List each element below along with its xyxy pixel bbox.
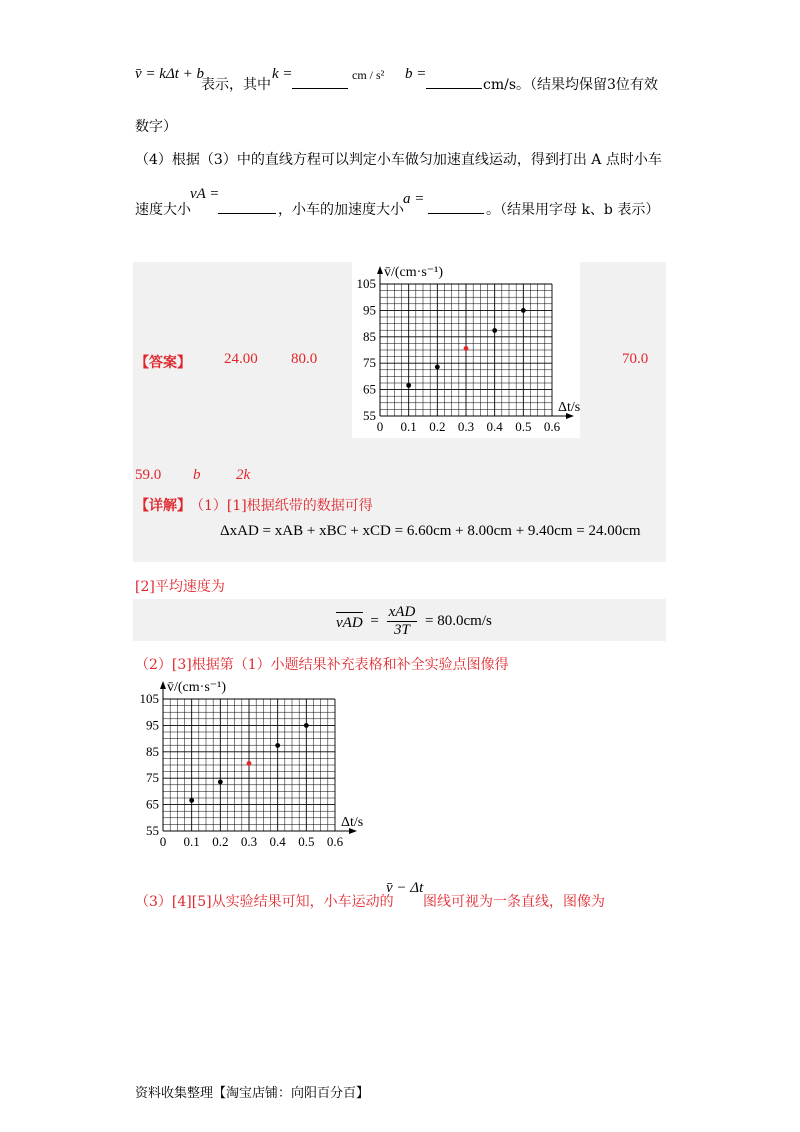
x-axis-label: Δt/s [558, 400, 580, 415]
footer-text: 资料收集整理【淘宝店铺：向阳百分百】 [135, 1086, 370, 1101]
chart-1-svg [352, 262, 580, 438]
b-label: b = [405, 66, 427, 82]
chart-2-box [135, 677, 363, 853]
detail-step-4: （3）[4][5]从实验结果可知，小车运动的 [135, 894, 394, 910]
text-represent: 表示，其中 [201, 77, 271, 93]
detail-step-4-end: 图线可视为一条直线，图像为 [423, 894, 605, 910]
v-delta-t-symbol: v̄ − Δt [386, 880, 424, 896]
answer-value-3: 70.0 [622, 351, 649, 367]
va-label: vA = [190, 186, 220, 202]
answer-value-2: 80.0 [291, 351, 318, 367]
data-point [247, 761, 252, 766]
x-tick-label: 0.1 [183, 834, 200, 849]
chart-1-box [352, 262, 580, 438]
answer-value-5: b [193, 467, 201, 483]
y-tick-label: 95 [363, 302, 376, 318]
y-tick-label: 65 [146, 796, 159, 812]
formula-avg-velocity: vAD = xAD 3T = 80.0cm/s [336, 604, 492, 638]
y-tick-label: 75 [363, 355, 376, 371]
data-point [435, 364, 440, 369]
data-point [492, 328, 497, 333]
x-tick-label: 0.2 [212, 834, 229, 849]
answer-value-1: 24.00 [224, 351, 258, 367]
y-tick-label: 85 [363, 328, 376, 344]
answer-label: 【答案】 [135, 355, 191, 371]
data-point [218, 779, 223, 784]
text-letters: 。（结果用字母 k、b 表示） [486, 202, 660, 218]
y-tick-label: 55 [146, 823, 159, 838]
k-unit: cm / s² [352, 68, 385, 82]
data-point [464, 346, 469, 351]
fraction-denominator: 3T [394, 622, 410, 638]
detail-step-3: （2）[3]根据第（1）小题结果补充表格和补全实验点图像得 [135, 657, 509, 673]
answer-value-4: 59.0 [135, 467, 162, 483]
detail-step-2: [2]平均速度为 [135, 579, 225, 595]
b-unit-text: cm/s。（结果均保留3位有效 [483, 77, 658, 93]
y-tick-label: 105 [139, 691, 159, 706]
x-tick-label: 0.1 [400, 419, 417, 434]
chart-2-svg [135, 677, 363, 853]
x-axis-label: Δt/s [341, 815, 363, 830]
x-tick-label: 0.3 [457, 419, 475, 434]
y-tick-label: 95 [146, 717, 159, 733]
x-tick-label: 0 [376, 419, 384, 434]
y-axis-arrow [377, 266, 383, 274]
y-tick-label: 105 [356, 276, 376, 291]
y-tick-label: 65 [363, 381, 376, 397]
answer-value-6: 2k [236, 467, 251, 483]
y-tick-label: 85 [146, 743, 159, 759]
data-point [406, 383, 411, 388]
question-4-text: （4）根据（3）中的直线方程可以判定小车做匀加速直线运动，得到打出 A 点时小车 [135, 152, 662, 168]
x-tick-label: 0.2 [429, 419, 446, 434]
x-tick-label: 0.5 [515, 419, 532, 434]
x-tick-label: 0.6 [326, 834, 344, 849]
y-tick-label: 55 [363, 408, 376, 423]
x-tick-label: 0.6 [543, 419, 561, 434]
detail-step-1: （1）[1]根据纸带的数据可得 [190, 498, 373, 514]
fraction-numerator: xAD [388, 604, 416, 620]
data-point [189, 798, 194, 803]
b-answer-blank[interactable] [426, 74, 482, 89]
y-tick-label: 75 [146, 770, 159, 786]
data-point [275, 743, 280, 748]
x-tick-label: 0.4 [269, 834, 286, 849]
y-axis-label: v̄/(cm·s⁻¹) [167, 680, 227, 695]
x-tick-label: 0 [159, 834, 167, 849]
va-answer-blank[interactable] [218, 199, 276, 214]
a-answer-blank[interactable] [428, 199, 484, 214]
vad-symbol: vAD [336, 612, 363, 632]
text-accel: ，小车的加速度大小 [278, 202, 404, 218]
x-tick-label: 0.5 [298, 834, 315, 849]
k-label: k = [272, 66, 293, 82]
formula-delta-x: ΔxAD = xAB + xBC + xCD = 6.60cm + 8.00cm + 9.40cm = 24.00cm [220, 523, 641, 539]
data-point [521, 308, 526, 313]
velocity-formula: v̄ = kΔt + b [135, 66, 205, 82]
formula-2-rhs: = 80.0cm/s [425, 613, 492, 629]
data-point [304, 723, 309, 728]
x-tick-label: 0.4 [486, 419, 503, 434]
detail-label: 【详解】 [135, 498, 191, 514]
y-axis-arrow [160, 681, 166, 689]
k-answer-blank[interactable] [292, 74, 348, 89]
y-axis-label: v̄/(cm·s⁻¹) [384, 265, 444, 280]
text-speed: 速度大小 [135, 202, 191, 218]
text-digits: 数字） [135, 119, 177, 135]
a-label: a = [403, 191, 425, 207]
x-tick-label: 0.3 [240, 834, 258, 849]
